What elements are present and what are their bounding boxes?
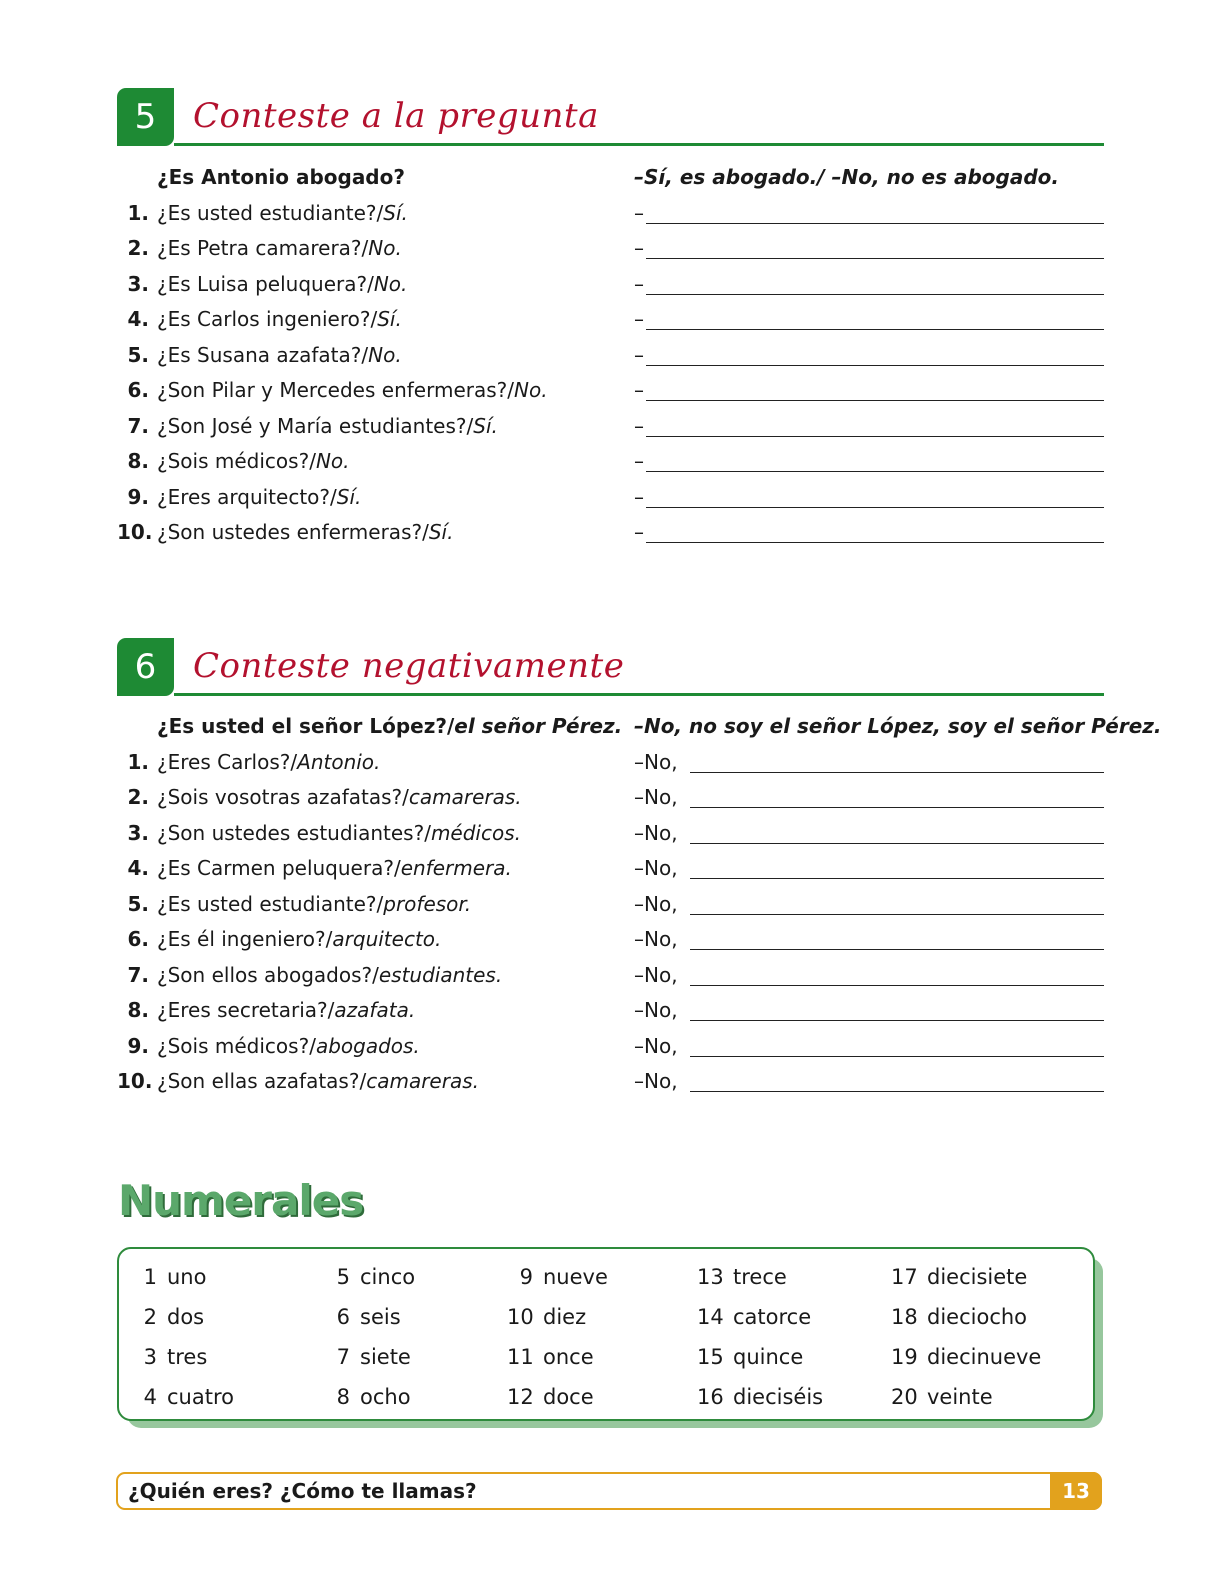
item-question (157, 993, 415, 1029)
item-number: 10. (117, 520, 153, 544)
answer-prefix: –No, (634, 856, 678, 880)
item-question (157, 922, 441, 958)
answer-blank-line[interactable] (646, 365, 1104, 366)
item-question (157, 480, 361, 516)
answer-prefix: – (634, 200, 644, 225)
exercise-number-badge: 6 (117, 638, 174, 696)
exercise-item (117, 373, 1104, 409)
exercise-item (117, 444, 1104, 480)
answer-prefix: – (634, 520, 644, 544)
exercise-5-items (117, 196, 1104, 551)
question-text: ¿Es Carmen peluquera?/ (157, 856, 401, 880)
numeral-digit: 10 (507, 1305, 534, 1329)
item-number: 3. (127, 271, 149, 296)
answer-prefix: – (634, 307, 644, 331)
numeral-digit: 11 (507, 1345, 534, 1369)
question-text: ¿Es usted estudiante?/ (157, 200, 384, 225)
exercise-item (117, 196, 1104, 232)
section-rule (174, 143, 1104, 146)
exercise-item (117, 745, 1104, 781)
example-answer: –No, no soy el señor López, soy el señor Pérez. (634, 714, 1162, 738)
numeral-item (697, 1377, 823, 1417)
numeral-item (507, 1337, 608, 1377)
answer-blank-line[interactable] (646, 507, 1104, 508)
numeral-item (324, 1377, 415, 1417)
numeral-word: diecinueve (927, 1345, 1042, 1369)
exercise-title: Conteste negativamente (193, 646, 625, 686)
question-text: ¿Es Luisa peluquera?/ (157, 271, 374, 296)
answer-blank-line[interactable] (690, 914, 1104, 915)
question-text: ¿Son ustedes enfermeras?/ (157, 520, 429, 544)
answer-blank-line[interactable] (646, 436, 1104, 437)
numeral-digit: 6 (336, 1305, 350, 1329)
numeral-item (891, 1377, 1041, 1417)
item-number: 9. (127, 1033, 149, 1058)
item-question (157, 816, 521, 852)
answer-prefix: – (634, 271, 644, 296)
answer-prefix: – (634, 484, 644, 509)
exercise-item (117, 302, 1104, 338)
question-cue: Sí. (336, 484, 362, 509)
numeral-word: once (543, 1345, 594, 1369)
numeral-digit: 7 (336, 1345, 350, 1369)
answer-blank-line[interactable] (690, 878, 1104, 879)
numeral-word: cuatro (167, 1385, 234, 1409)
answer-blank-line[interactable] (646, 471, 1104, 472)
question-text: ¿Sois médicos?/ (157, 1033, 316, 1058)
item-number: 10. (117, 1069, 153, 1093)
question-text: ¿Sois médicos?/ (157, 449, 316, 473)
exercise-title: Conteste a la pregunta (193, 96, 599, 136)
numerales-column (324, 1257, 415, 1417)
answer-blank-line[interactable] (646, 542, 1104, 543)
numeral-word: nueve (543, 1265, 608, 1289)
question-text: ¿Eres arquitecto?/ (157, 484, 337, 509)
item-question (157, 851, 512, 887)
item-number: 4. (127, 856, 149, 880)
numeral-word: seis (360, 1305, 401, 1329)
question-cue: Sí. (377, 307, 402, 331)
item-question (157, 373, 548, 409)
item-number: 9. (127, 484, 149, 509)
numeral-word: uno (167, 1265, 207, 1289)
numeral-item (697, 1257, 823, 1297)
numerales-column (131, 1257, 234, 1417)
item-question (157, 745, 380, 781)
item-question (157, 515, 453, 551)
numeral-word: diecisiete (927, 1265, 1028, 1289)
question-cue: Antonio. (297, 749, 381, 774)
numeral-digit: 3 (143, 1345, 157, 1369)
exercise-item (117, 1064, 1104, 1100)
example-question: ¿Es usted el señor López?/el señor Pérez. (157, 714, 623, 738)
item-number: 7. (127, 413, 149, 438)
numerales-box (117, 1247, 1095, 1421)
exercise-5-header (117, 88, 1104, 146)
exercise-item (117, 231, 1104, 267)
item-number: 5. (127, 891, 149, 916)
exercise-item (117, 480, 1104, 516)
item-number: 2. (127, 236, 149, 260)
answer-blank-line[interactable] (690, 1020, 1104, 1021)
numeral-word: doce (543, 1385, 594, 1409)
numeral-word: tres (167, 1345, 208, 1369)
item-question (157, 444, 350, 480)
item-number: 8. (127, 449, 149, 473)
question-cue: Sí. (473, 413, 498, 438)
item-question (157, 409, 498, 445)
question-text: ¿Es él ingeniero?/ (157, 927, 333, 951)
question-cue: enfermera. (400, 856, 512, 880)
item-number: 4. (127, 307, 149, 331)
answer-blank-line[interactable] (646, 400, 1104, 401)
item-number: 8. (127, 998, 149, 1022)
exercise-item (117, 816, 1104, 852)
item-number: 6. (127, 927, 149, 951)
numerales-column (507, 1257, 608, 1417)
numeral-digit: 19 (891, 1345, 918, 1369)
answer-prefix: – (634, 449, 644, 473)
numeral-digit: 14 (697, 1305, 724, 1329)
item-question (157, 1064, 479, 1100)
numeral-digit: 16 (697, 1385, 724, 1409)
numeral-digit: 13 (697, 1265, 724, 1289)
exercise-item (117, 338, 1104, 374)
numeral-word: catorce (733, 1305, 812, 1329)
numeral-item (891, 1297, 1041, 1337)
numeral-word: ocho (360, 1385, 411, 1409)
question-cue: No. (368, 342, 402, 367)
answer-blank-line[interactable] (646, 294, 1104, 295)
exercise-number-badge: 5 (117, 88, 174, 146)
question-text: ¿Eres Carlos?/ (157, 749, 298, 774)
numeral-word: dos (167, 1305, 205, 1329)
question-text: ¿Son ustedes estudiantes?/ (157, 820, 431, 845)
answer-blank-line[interactable] (646, 258, 1104, 259)
numeral-digit: 5 (336, 1265, 350, 1289)
numeral-word: quince (733, 1345, 804, 1369)
question-text: ¿Es Petra camarera?/ (157, 236, 369, 260)
question-text: ¿Sois vosotras azafatas?/ (157, 785, 409, 809)
question-text: ¿Son ellos abogados?/ (157, 962, 379, 987)
numeral-digit: 18 (891, 1305, 918, 1329)
numeral-word: dieciséis (733, 1385, 824, 1409)
numeral-item (507, 1377, 608, 1417)
numeral-word: trece (733, 1265, 787, 1289)
exercise-item (117, 267, 1104, 303)
numeral-word: veinte (927, 1385, 993, 1409)
answer-blank-line[interactable] (646, 329, 1104, 330)
exercise-6 (117, 638, 1162, 1100)
answer-prefix: –No, (634, 785, 678, 809)
numeral-item (697, 1297, 823, 1337)
question-text: ¿Son ellas azafatas?/ (157, 1069, 367, 1093)
question-cue: camareras. (408, 785, 522, 809)
numeral-digit: 15 (697, 1345, 724, 1369)
numeral-digit: 20 (891, 1385, 918, 1409)
exercise-6-header (117, 638, 1104, 696)
numeral-item (697, 1337, 823, 1377)
question-cue: arquitecto. (332, 927, 442, 951)
answer-prefix: –No, (634, 1069, 678, 1093)
question-cue: No. (514, 378, 548, 402)
numeral-item (324, 1337, 415, 1377)
answer-blank-line[interactable] (690, 807, 1104, 808)
numeral-item (131, 1257, 234, 1297)
item-question (157, 231, 402, 267)
question-cue: camareras. (366, 1069, 479, 1093)
numeral-digit: 12 (507, 1385, 534, 1409)
question-cue: Sí. (383, 200, 408, 225)
question-text: ¿Son José y María estudiantes?/ (157, 413, 474, 438)
numeral-word: cinco (360, 1265, 416, 1289)
question-cue: profesor. (383, 891, 472, 916)
example-answer: –Sí, es abogado./ –No, no es abogado. (634, 165, 1059, 189)
item-question (157, 267, 407, 303)
numeral-word: diez (543, 1305, 587, 1329)
numeral-item (891, 1257, 1041, 1297)
question-cue: No. (368, 236, 402, 260)
question-text: ¿Es Susana azafata?/ (157, 342, 369, 367)
numeral-digit: 17 (891, 1265, 918, 1289)
question-cue: No. (373, 271, 408, 296)
item-number: 1. (127, 749, 149, 774)
answer-prefix: – (634, 378, 644, 402)
numeral-word: siete (360, 1345, 411, 1369)
answer-blank-line[interactable] (690, 772, 1104, 773)
answer-prefix: –No, (634, 1033, 678, 1058)
question-cue: médicos. (430, 820, 522, 845)
item-question (157, 196, 408, 232)
numeral-item (507, 1257, 608, 1297)
exercise-item (117, 1029, 1104, 1065)
question-cue: estudiantes. (378, 962, 503, 987)
question-text: ¿Son Pilar y Mercedes enfermeras?/ (157, 378, 515, 402)
question-cue: azafata. (334, 998, 416, 1022)
answer-prefix: – (634, 236, 644, 260)
exercise-item (117, 922, 1104, 958)
exercise-item (117, 958, 1104, 994)
answer-blank-line[interactable] (690, 985, 1104, 986)
numeral-item (324, 1297, 415, 1337)
item-number: 7. (127, 962, 149, 987)
question-text: ¿Eres secretaria?/ (157, 998, 335, 1022)
question-cue: Sí. (428, 520, 454, 544)
answer-prefix: –No, (634, 749, 678, 774)
footer-title: ¿Quién eres? ¿Cómo te llamas? (128, 1479, 477, 1503)
item-number: 1. (127, 200, 149, 225)
numeral-item (131, 1297, 234, 1337)
answer-prefix: –No, (634, 820, 678, 845)
numerales-column (697, 1257, 823, 1417)
numeral-item (507, 1297, 608, 1337)
item-question (157, 887, 471, 923)
numeral-item (131, 1377, 234, 1417)
numeral-digit: 8 (336, 1385, 350, 1409)
section-rule (174, 693, 1104, 696)
numeral-item (131, 1337, 234, 1377)
answer-blank-line[interactable] (690, 1091, 1104, 1092)
answer-blank-line[interactable] (646, 223, 1104, 224)
answer-blank-line[interactable] (690, 949, 1104, 950)
item-question (157, 338, 402, 374)
answer-blank-line[interactable] (690, 1056, 1104, 1057)
numeral-item (324, 1257, 415, 1297)
exercise-item (117, 993, 1104, 1029)
page-footer (116, 1472, 1102, 1510)
numerales-heading: Numerales (118, 1176, 364, 1225)
question-text: ¿Es Carlos ingeniero?/ (157, 307, 378, 331)
numeral-digit: 4 (143, 1385, 157, 1409)
page-number: 13 (1050, 1472, 1102, 1510)
answer-prefix: –No, (634, 927, 678, 951)
question-text: ¿Es usted estudiante?/ (157, 891, 384, 916)
answer-prefix: –No, (634, 962, 678, 987)
item-number: 6. (127, 378, 149, 402)
question-cue: No. (315, 449, 350, 473)
exercise-item (117, 780, 1104, 816)
answer-prefix: –No, (634, 998, 678, 1022)
example-row (117, 709, 1162, 745)
answer-prefix: –No, (634, 891, 678, 916)
example-row (117, 160, 1104, 196)
item-number: 2. (127, 785, 149, 809)
exercise-item (117, 851, 1104, 887)
answer-prefix: – (634, 413, 644, 438)
numeral-digit: 1 (143, 1265, 157, 1289)
numeral-word: dieciocho (927, 1305, 1028, 1329)
item-question (157, 780, 522, 816)
answer-prefix: – (634, 342, 644, 367)
exercise-5 (117, 88, 1104, 551)
numeral-digit: 2 (143, 1305, 157, 1329)
question-cue: abogados. (315, 1033, 420, 1058)
item-question (157, 302, 402, 338)
item-number: 5. (127, 342, 149, 367)
item-question (157, 1029, 420, 1065)
item-question (157, 958, 502, 994)
numeral-item (891, 1337, 1041, 1377)
exercise-item (117, 515, 1104, 551)
exercise-6-items (117, 745, 1104, 1100)
exercise-item (117, 409, 1104, 445)
answer-blank-line[interactable] (690, 843, 1104, 844)
item-number: 3. (127, 820, 149, 845)
example-question: ¿Es Antonio abogado? (157, 165, 405, 189)
numerales-column (891, 1257, 1041, 1417)
exercise-item (117, 887, 1104, 923)
numeral-digit: 9 (519, 1265, 533, 1289)
